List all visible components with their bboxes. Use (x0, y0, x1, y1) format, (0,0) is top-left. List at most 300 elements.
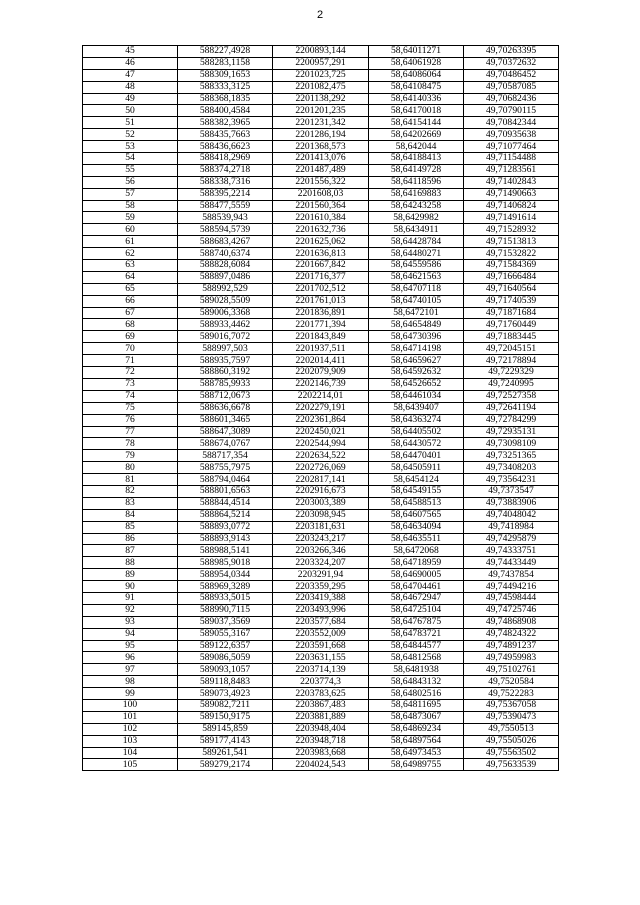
table-row (83, 402, 559, 414)
longitude-cell: 49,71666484 (464, 271, 559, 283)
latitude-cell: 58,642044 (369, 141, 464, 153)
point-number-cell: 99 (83, 688, 178, 700)
longitude-cell: 49,71740539 (464, 295, 559, 307)
x-coordinate-cell: 588988,5141 (178, 545, 273, 557)
page-number: 2 (316, 9, 324, 21)
table-row (83, 426, 559, 438)
latitude-cell: 58,64844577 (369, 640, 464, 652)
y-coordinate-cell: 2203591,668 (273, 640, 369, 652)
table-row (83, 343, 559, 355)
table-row (83, 652, 559, 664)
latitude-cell: 58,6439407 (369, 402, 464, 414)
longitude-cell: 49,74494216 (464, 581, 559, 593)
y-coordinate-cell: 2203324,207 (273, 557, 369, 569)
x-coordinate-cell: 588333,3125 (178, 81, 273, 93)
longitude-cell: 49,72784299 (464, 414, 559, 426)
longitude-cell: 49,71513813 (464, 236, 559, 248)
table-row (83, 521, 559, 533)
point-number-cell: 97 (83, 664, 178, 676)
point-number-cell: 61 (83, 236, 178, 248)
point-number-cell: 46 (83, 57, 178, 69)
latitude-cell: 58,64654849 (369, 319, 464, 331)
x-coordinate-cell: 588992,529 (178, 283, 273, 295)
y-coordinate-cell: 2201937,511 (273, 343, 369, 355)
table-row (83, 129, 559, 141)
y-coordinate-cell: 2202214,01 (273, 390, 369, 402)
longitude-cell: 49,7373547 (464, 485, 559, 497)
longitude-cell: 49,71584369 (464, 260, 559, 272)
y-coordinate-cell: 2203359,295 (273, 581, 369, 593)
longitude-cell: 49,71760449 (464, 319, 559, 331)
table-row (83, 640, 559, 652)
x-coordinate-cell: 588712,0673 (178, 390, 273, 402)
x-coordinate-cell: 589006,3368 (178, 307, 273, 319)
table-row (83, 557, 559, 569)
y-coordinate-cell: 2201368,573 (273, 141, 369, 153)
y-coordinate-cell: 2203577,684 (273, 616, 369, 628)
point-number-cell: 59 (83, 212, 178, 224)
y-coordinate-cell: 2203181,631 (273, 521, 369, 533)
latitude-cell: 58,64635511 (369, 533, 464, 545)
point-number-cell: 78 (83, 438, 178, 450)
longitude-cell: 49,70372632 (464, 57, 559, 69)
latitude-cell: 58,64363274 (369, 414, 464, 426)
point-number-cell: 89 (83, 569, 178, 581)
y-coordinate-cell: 2201286,194 (273, 129, 369, 141)
longitude-cell: 49,70842344 (464, 117, 559, 129)
y-coordinate-cell: 2203098,945 (273, 509, 369, 521)
table-row (83, 367, 559, 379)
x-coordinate-cell: 589073,4923 (178, 688, 273, 700)
latitude-cell: 58,64559586 (369, 260, 464, 272)
y-coordinate-cell: 2203493,996 (273, 604, 369, 616)
x-coordinate-cell: 588897,0486 (178, 271, 273, 283)
table-row (83, 711, 559, 723)
table-row (83, 283, 559, 295)
table-row (83, 414, 559, 426)
table-row (83, 378, 559, 390)
latitude-cell: 58,64154144 (369, 117, 464, 129)
longitude-cell: 49,7229329 (464, 367, 559, 379)
x-coordinate-cell: 588338,7316 (178, 176, 273, 188)
y-coordinate-cell: 2203266,346 (273, 545, 369, 557)
x-coordinate-cell: 588933,5015 (178, 592, 273, 604)
longitude-cell: 49,72527358 (464, 390, 559, 402)
x-coordinate-cell: 588395,2214 (178, 188, 273, 200)
point-number-cell: 95 (83, 640, 178, 652)
latitude-cell: 58,64725104 (369, 604, 464, 616)
longitude-cell: 49,74868908 (464, 616, 559, 628)
x-coordinate-cell: 589037,3569 (178, 616, 273, 628)
table-row (83, 545, 559, 557)
table-row (83, 616, 559, 628)
latitude-cell: 58,64704461 (369, 581, 464, 593)
table-row (83, 260, 559, 272)
x-coordinate-cell: 588933,4462 (178, 319, 273, 331)
longitude-cell: 49,70486452 (464, 69, 559, 81)
x-coordinate-cell: 588990,7115 (178, 604, 273, 616)
x-coordinate-cell: 588647,3089 (178, 426, 273, 438)
point-number-cell: 90 (83, 581, 178, 593)
table-row (83, 747, 559, 759)
longitude-cell: 49,70682436 (464, 93, 559, 105)
point-number-cell: 80 (83, 462, 178, 474)
table-row (83, 355, 559, 367)
latitude-cell: 58,64843132 (369, 676, 464, 688)
longitude-cell: 49,75102761 (464, 664, 559, 676)
longitude-cell: 49,75367058 (464, 699, 559, 711)
point-number-cell: 76 (83, 414, 178, 426)
table-row (83, 497, 559, 509)
table-row (83, 569, 559, 581)
x-coordinate-cell: 588985,9018 (178, 557, 273, 569)
point-number-cell: 49 (83, 93, 178, 105)
latitude-cell: 58,64202669 (369, 129, 464, 141)
latitude-cell: 58,64480271 (369, 248, 464, 260)
latitude-cell: 58,6429982 (369, 212, 464, 224)
y-coordinate-cell: 2200957,291 (273, 57, 369, 69)
x-coordinate-cell: 588893,0772 (178, 521, 273, 533)
table-row (83, 307, 559, 319)
x-coordinate-cell: 589177,4143 (178, 735, 273, 747)
latitude-cell: 58,64526652 (369, 378, 464, 390)
x-coordinate-cell: 588400,4584 (178, 105, 273, 117)
y-coordinate-cell: 2203419,388 (273, 592, 369, 604)
longitude-cell: 49,71077464 (464, 141, 559, 153)
y-coordinate-cell: 2201608,03 (273, 188, 369, 200)
longitude-cell: 49,71283561 (464, 164, 559, 176)
latitude-cell: 58,64405502 (369, 426, 464, 438)
table-row (83, 141, 559, 153)
latitude-cell: 58,64989755 (369, 759, 464, 771)
point-number-cell: 75 (83, 402, 178, 414)
y-coordinate-cell: 2201413,076 (273, 153, 369, 165)
point-number-cell: 51 (83, 117, 178, 129)
latitude-cell: 58,64811695 (369, 699, 464, 711)
point-number-cell: 85 (83, 521, 178, 533)
latitude-cell: 58,6472068 (369, 545, 464, 557)
x-coordinate-cell: 588794,0464 (178, 474, 273, 486)
point-number-cell: 104 (83, 747, 178, 759)
y-coordinate-cell: 2202726,069 (273, 462, 369, 474)
x-coordinate-cell: 588309,1653 (178, 69, 273, 81)
latitude-cell: 58,64108475 (369, 81, 464, 93)
point-number-cell: 53 (83, 141, 178, 153)
latitude-cell: 58,64730396 (369, 331, 464, 343)
x-coordinate-cell: 588801,6563 (178, 485, 273, 497)
longitude-cell: 49,71491614 (464, 212, 559, 224)
y-coordinate-cell: 2201138,292 (273, 93, 369, 105)
table-row (83, 450, 559, 462)
point-number-cell: 93 (83, 616, 178, 628)
longitude-cell: 49,70935638 (464, 129, 559, 141)
x-coordinate-cell: 588594,5739 (178, 224, 273, 236)
point-number-cell: 101 (83, 711, 178, 723)
point-number-cell: 65 (83, 283, 178, 295)
x-coordinate-cell: 588382,3965 (178, 117, 273, 129)
point-number-cell: 45 (83, 46, 178, 58)
y-coordinate-cell: 2203881,889 (273, 711, 369, 723)
y-coordinate-cell: 2201667,842 (273, 260, 369, 272)
longitude-cell: 49,75390473 (464, 711, 559, 723)
longitude-cell: 49,71402843 (464, 176, 559, 188)
point-number-cell: 102 (83, 723, 178, 735)
longitude-cell: 49,7550513 (464, 723, 559, 735)
latitude-cell: 58,6434911 (369, 224, 464, 236)
latitude-cell: 58,64118596 (369, 176, 464, 188)
longitude-cell: 49,7520584 (464, 676, 559, 688)
table-row (83, 533, 559, 545)
x-coordinate-cell: 589279,2174 (178, 759, 273, 771)
latitude-cell: 58,64149728 (369, 164, 464, 176)
y-coordinate-cell: 2203291,94 (273, 569, 369, 581)
x-coordinate-cell: 588283,1158 (178, 57, 273, 69)
table-row (83, 248, 559, 260)
longitude-cell: 49,74433449 (464, 557, 559, 569)
latitude-cell: 58,64592632 (369, 367, 464, 379)
longitude-cell: 49,71490663 (464, 188, 559, 200)
latitude-cell: 58,64802516 (369, 688, 464, 700)
point-number-cell: 98 (83, 676, 178, 688)
point-number-cell: 68 (83, 319, 178, 331)
latitude-cell: 58,64169883 (369, 188, 464, 200)
point-number-cell: 79 (83, 450, 178, 462)
point-number-cell: 62 (83, 248, 178, 260)
point-number-cell: 63 (83, 260, 178, 272)
x-coordinate-cell: 589122,6357 (178, 640, 273, 652)
x-coordinate-cell: 588418,2969 (178, 153, 273, 165)
y-coordinate-cell: 2203003,389 (273, 497, 369, 509)
table-row (83, 46, 559, 58)
y-coordinate-cell: 2201716,377 (273, 271, 369, 283)
y-coordinate-cell: 2202450,021 (273, 426, 369, 438)
table-row (83, 759, 559, 771)
point-number-cell: 77 (83, 426, 178, 438)
latitude-cell: 58,64690005 (369, 569, 464, 581)
point-number-cell: 54 (83, 153, 178, 165)
longitude-cell: 49,71640564 (464, 283, 559, 295)
latitude-cell: 58,6454124 (369, 474, 464, 486)
y-coordinate-cell: 2201556,322 (273, 176, 369, 188)
longitude-cell: 49,73564231 (464, 474, 559, 486)
longitude-cell: 49,75505026 (464, 735, 559, 747)
longitude-cell: 49,73098109 (464, 438, 559, 450)
table-row (83, 105, 559, 117)
y-coordinate-cell: 2201610,384 (273, 212, 369, 224)
y-coordinate-cell: 2201082,475 (273, 81, 369, 93)
point-number-cell: 100 (83, 699, 178, 711)
y-coordinate-cell: 2201023,725 (273, 69, 369, 81)
longitude-cell: 49,74295879 (464, 533, 559, 545)
y-coordinate-cell: 2203783,625 (273, 688, 369, 700)
latitude-cell: 58,64873067 (369, 711, 464, 723)
longitude-cell: 49,74598444 (464, 592, 559, 604)
y-coordinate-cell: 2201560,364 (273, 200, 369, 212)
x-coordinate-cell: 588828,6084 (178, 260, 273, 272)
point-number-cell: 86 (83, 533, 178, 545)
point-number-cell: 84 (83, 509, 178, 521)
x-coordinate-cell: 588997,503 (178, 343, 273, 355)
longitude-cell: 49,74891237 (464, 640, 559, 652)
y-coordinate-cell: 2201231,342 (273, 117, 369, 129)
point-number-cell: 56 (83, 176, 178, 188)
table-row (83, 474, 559, 486)
y-coordinate-cell: 2203774,3 (273, 676, 369, 688)
table-row (83, 604, 559, 616)
latitude-cell: 58,64470401 (369, 450, 464, 462)
latitude-cell: 58,64718959 (369, 557, 464, 569)
x-coordinate-cell: 588755,7975 (178, 462, 273, 474)
longitude-cell: 49,7418984 (464, 521, 559, 533)
table-row (83, 438, 559, 450)
x-coordinate-cell: 589261,541 (178, 747, 273, 759)
x-coordinate-cell: 588844,4514 (178, 497, 273, 509)
table-row (83, 81, 559, 93)
point-number-cell: 67 (83, 307, 178, 319)
y-coordinate-cell: 2201761,013 (273, 295, 369, 307)
table-row (83, 176, 559, 188)
x-coordinate-cell: 588954,0344 (178, 569, 273, 581)
x-coordinate-cell: 589028,5509 (178, 295, 273, 307)
y-coordinate-cell: 2201836,891 (273, 307, 369, 319)
x-coordinate-cell: 589093,1057 (178, 664, 273, 676)
y-coordinate-cell: 2203867,483 (273, 699, 369, 711)
latitude-cell: 58,64659627 (369, 355, 464, 367)
latitude-cell: 58,64783721 (369, 628, 464, 640)
longitude-cell: 49,73408203 (464, 462, 559, 474)
table-row (83, 57, 559, 69)
y-coordinate-cell: 2202279,191 (273, 402, 369, 414)
x-coordinate-cell: 588683,4267 (178, 236, 273, 248)
latitude-cell: 58,64607565 (369, 509, 464, 521)
point-number-cell: 69 (83, 331, 178, 343)
x-coordinate-cell: 588477,5559 (178, 200, 273, 212)
y-coordinate-cell: 2203631,155 (273, 652, 369, 664)
point-number-cell: 81 (83, 474, 178, 486)
x-coordinate-cell: 588740,6374 (178, 248, 273, 260)
table-row (83, 69, 559, 81)
y-coordinate-cell: 2202916,673 (273, 485, 369, 497)
table-row (83, 200, 559, 212)
table-row (83, 93, 559, 105)
latitude-cell: 58,64428784 (369, 236, 464, 248)
x-coordinate-cell: 589150,9175 (178, 711, 273, 723)
point-number-cell: 105 (83, 759, 178, 771)
latitude-cell: 58,64461034 (369, 390, 464, 402)
latitude-cell: 58,6472101 (369, 307, 464, 319)
x-coordinate-cell: 589082,7211 (178, 699, 273, 711)
x-coordinate-cell: 588785,9933 (178, 378, 273, 390)
latitude-cell: 58,64140336 (369, 93, 464, 105)
x-coordinate-cell: 588436,6623 (178, 141, 273, 153)
point-number-cell: 64 (83, 271, 178, 283)
latitude-cell: 58,64011271 (369, 46, 464, 58)
table-row (83, 390, 559, 402)
y-coordinate-cell: 2203948,718 (273, 735, 369, 747)
x-coordinate-cell: 589055,3167 (178, 628, 273, 640)
y-coordinate-cell: 2202014,411 (273, 355, 369, 367)
point-number-cell: 87 (83, 545, 178, 557)
y-coordinate-cell: 2202817,141 (273, 474, 369, 486)
table-row (83, 188, 559, 200)
point-number-cell: 47 (83, 69, 178, 81)
table-row (83, 212, 559, 224)
table-row (83, 319, 559, 331)
y-coordinate-cell: 2202361,864 (273, 414, 369, 426)
latitude-cell: 58,64170018 (369, 105, 464, 117)
latitude-cell: 58,64714198 (369, 343, 464, 355)
longitude-cell: 49,74725746 (464, 604, 559, 616)
point-number-cell: 50 (83, 105, 178, 117)
longitude-cell: 49,7522283 (464, 688, 559, 700)
table-row (83, 117, 559, 129)
latitude-cell: 58,64061928 (369, 57, 464, 69)
y-coordinate-cell: 2201487,489 (273, 164, 369, 176)
point-number-cell: 74 (83, 390, 178, 402)
table-row (83, 462, 559, 474)
longitude-cell: 49,7437854 (464, 569, 559, 581)
point-number-cell: 52 (83, 129, 178, 141)
longitude-cell: 49,73883906 (464, 497, 559, 509)
table-row (83, 664, 559, 676)
coordinates-table (82, 45, 559, 771)
table-row (83, 699, 559, 711)
point-number-cell: 66 (83, 295, 178, 307)
y-coordinate-cell: 2201201,235 (273, 105, 369, 117)
point-number-cell: 82 (83, 485, 178, 497)
longitude-cell: 49,74048042 (464, 509, 559, 521)
table-row (83, 164, 559, 176)
table-row (83, 153, 559, 165)
table-row (83, 628, 559, 640)
latitude-cell: 58,64973453 (369, 747, 464, 759)
longitude-cell: 49,71406824 (464, 200, 559, 212)
longitude-cell: 49,75563502 (464, 747, 559, 759)
point-number-cell: 96 (83, 652, 178, 664)
longitude-cell: 49,70790115 (464, 105, 559, 117)
table-row (83, 236, 559, 248)
x-coordinate-cell: 588864,5214 (178, 509, 273, 521)
x-coordinate-cell: 588860,3192 (178, 367, 273, 379)
longitude-cell: 49,71883445 (464, 331, 559, 343)
x-coordinate-cell: 588969,3289 (178, 581, 273, 593)
longitude-cell: 49,72935131 (464, 426, 559, 438)
latitude-cell: 58,64812568 (369, 652, 464, 664)
latitude-cell: 58,64707118 (369, 283, 464, 295)
point-number-cell: 92 (83, 604, 178, 616)
longitude-cell: 49,71532822 (464, 248, 559, 260)
point-number-cell: 58 (83, 200, 178, 212)
y-coordinate-cell: 2202146,739 (273, 378, 369, 390)
y-coordinate-cell: 2203983,668 (273, 747, 369, 759)
table-row (83, 735, 559, 747)
longitude-cell: 49,74824322 (464, 628, 559, 640)
table-row (83, 295, 559, 307)
point-number-cell: 103 (83, 735, 178, 747)
y-coordinate-cell: 2202079,909 (273, 367, 369, 379)
latitude-cell: 58,6481938 (369, 664, 464, 676)
latitude-cell: 58,64086064 (369, 69, 464, 81)
y-coordinate-cell: 2201632,736 (273, 224, 369, 236)
point-number-cell: 83 (83, 497, 178, 509)
longitude-cell: 49,71154488 (464, 153, 559, 165)
y-coordinate-cell: 2201771,394 (273, 319, 369, 331)
x-coordinate-cell: 588893,9143 (178, 533, 273, 545)
longitude-cell: 49,72178894 (464, 355, 559, 367)
longitude-cell: 49,74959983 (464, 652, 559, 664)
x-coordinate-cell: 588674,0767 (178, 438, 273, 450)
point-number-cell: 48 (83, 81, 178, 93)
